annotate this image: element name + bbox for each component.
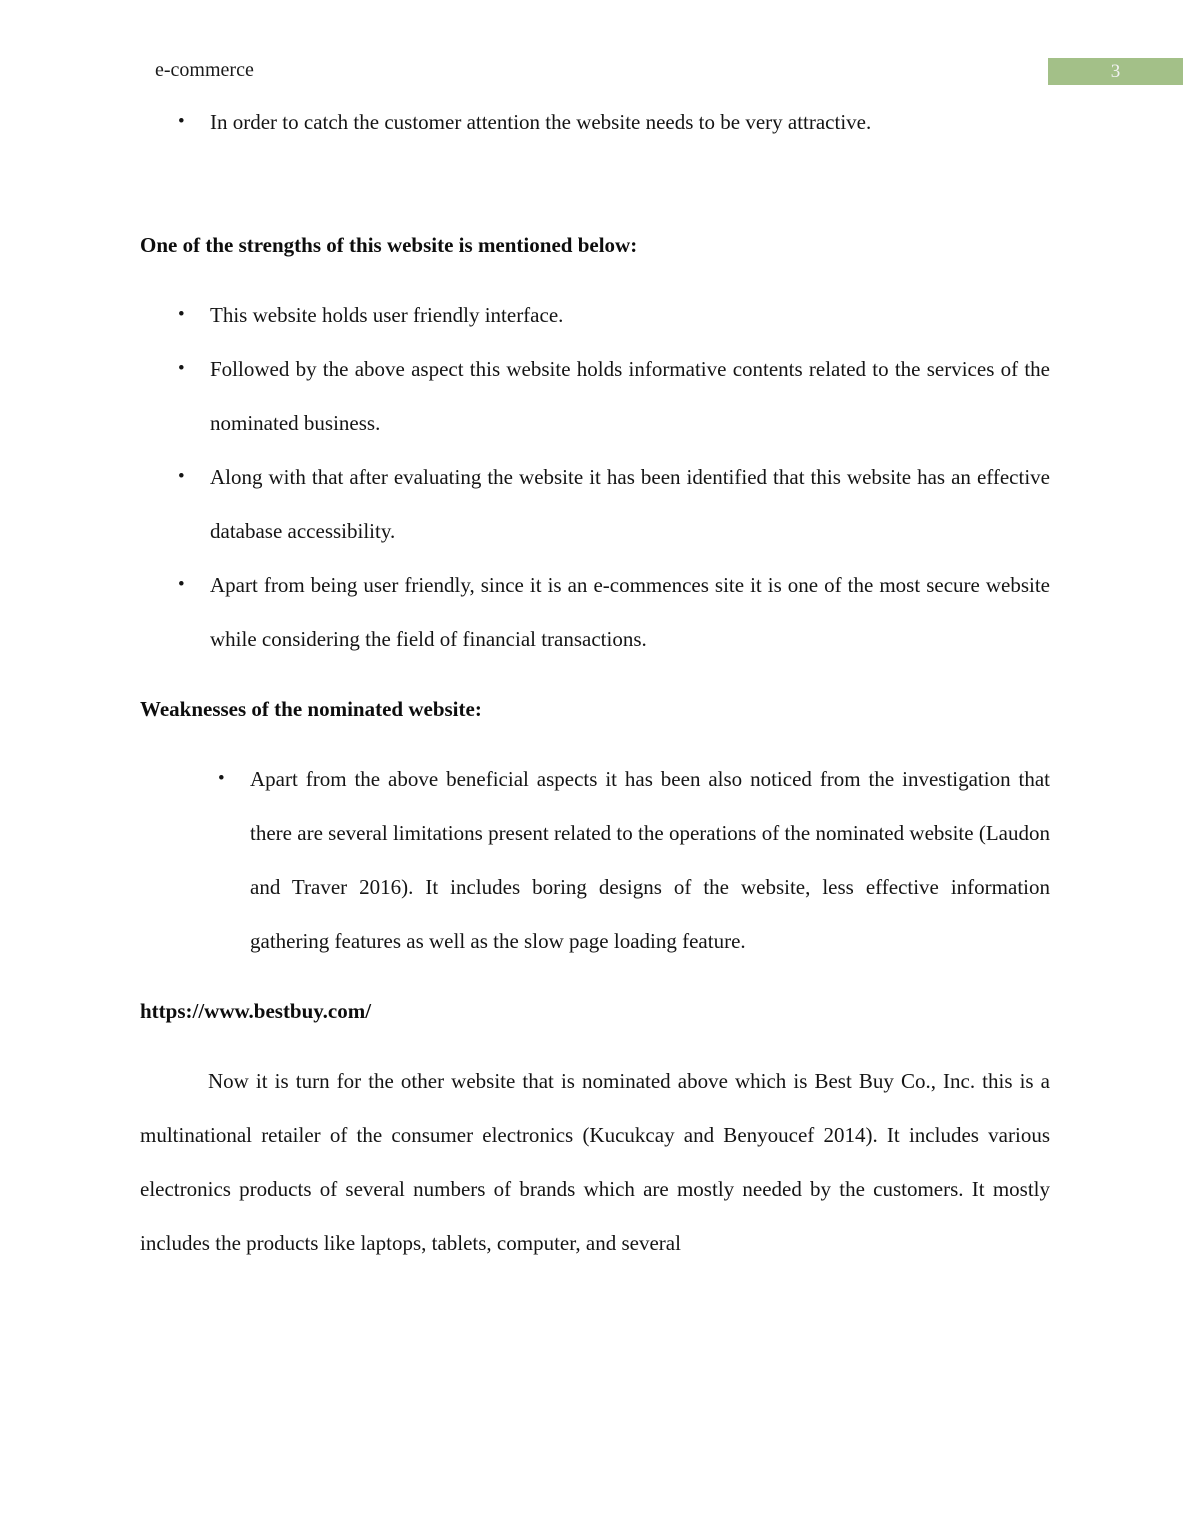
strengths-heading: One of the strengths of this website is mentioned below: <box>140 233 638 257</box>
bullet-icon: • <box>178 111 185 132</box>
bullet-icon: • <box>178 304 185 325</box>
list-item <box>140 450 1050 558</box>
header-title: e-commerce <box>155 59 254 81</box>
weaknesses-heading: Weaknesses of the nominated website: <box>140 697 482 721</box>
list-item-text: This website holds user friendly interface. <box>210 303 564 327</box>
bullet-icon: • <box>178 466 185 487</box>
list-item <box>140 752 1050 968</box>
list-item <box>140 342 1050 450</box>
weaknesses-bullet-list <box>140 752 1050 968</box>
strengths-bullet-list <box>140 288 1050 666</box>
list-item <box>140 288 1050 342</box>
list-item-text: Apart from being user friendly, since it is an e-commences site it is one of the most secure website while considering the field of financial transactions. <box>210 573 1050 651</box>
document-content <box>0 95 1190 1270</box>
bullet-icon: • <box>218 768 225 789</box>
page-number-badge <box>1048 58 1183 85</box>
list-item-text: Along with that after evaluating the website it has been identified that this website has an effective database accessibility. <box>210 465 1050 543</box>
intro-bullet-list <box>140 95 1050 149</box>
bullet-icon: • <box>178 358 185 379</box>
bullet-icon: • <box>178 574 185 595</box>
list-item-text: Followed by the above aspect this website holds informative contents related to the services of the nominated business. <box>210 357 1050 435</box>
page-number: 3 <box>1110 61 1121 82</box>
list-item <box>140 558 1050 666</box>
closing-paragraph: Now it is turn for the other website that is nominated above which is Best Buy Co., Inc. this is a multinational retailer of the consumer electronics (Kucukcay and Benyoucef 2014). It includes various electronics products of several numbers of brands which are mostly needed by the customers. It mostly includes the products like laptops, tablets, computer, and several <box>140 1069 1050 1255</box>
bestbuy-url-text: https://www.bestbuy.com/ <box>140 999 372 1023</box>
list-item <box>140 95 1050 149</box>
list-item-text: Apart from the above beneficial aspects it has been also noticed from the investigation that there are several limitations present related to the operations of the nominated website (Laudon and Traver 2016). It includes boring designs of the website, less effective information gathering features as well as the slow page loading feature. <box>250 767 1050 953</box>
list-item-text: In order to catch the customer attention the website needs to be very attractive. <box>210 110 872 134</box>
page-header <box>0 0 1190 95</box>
